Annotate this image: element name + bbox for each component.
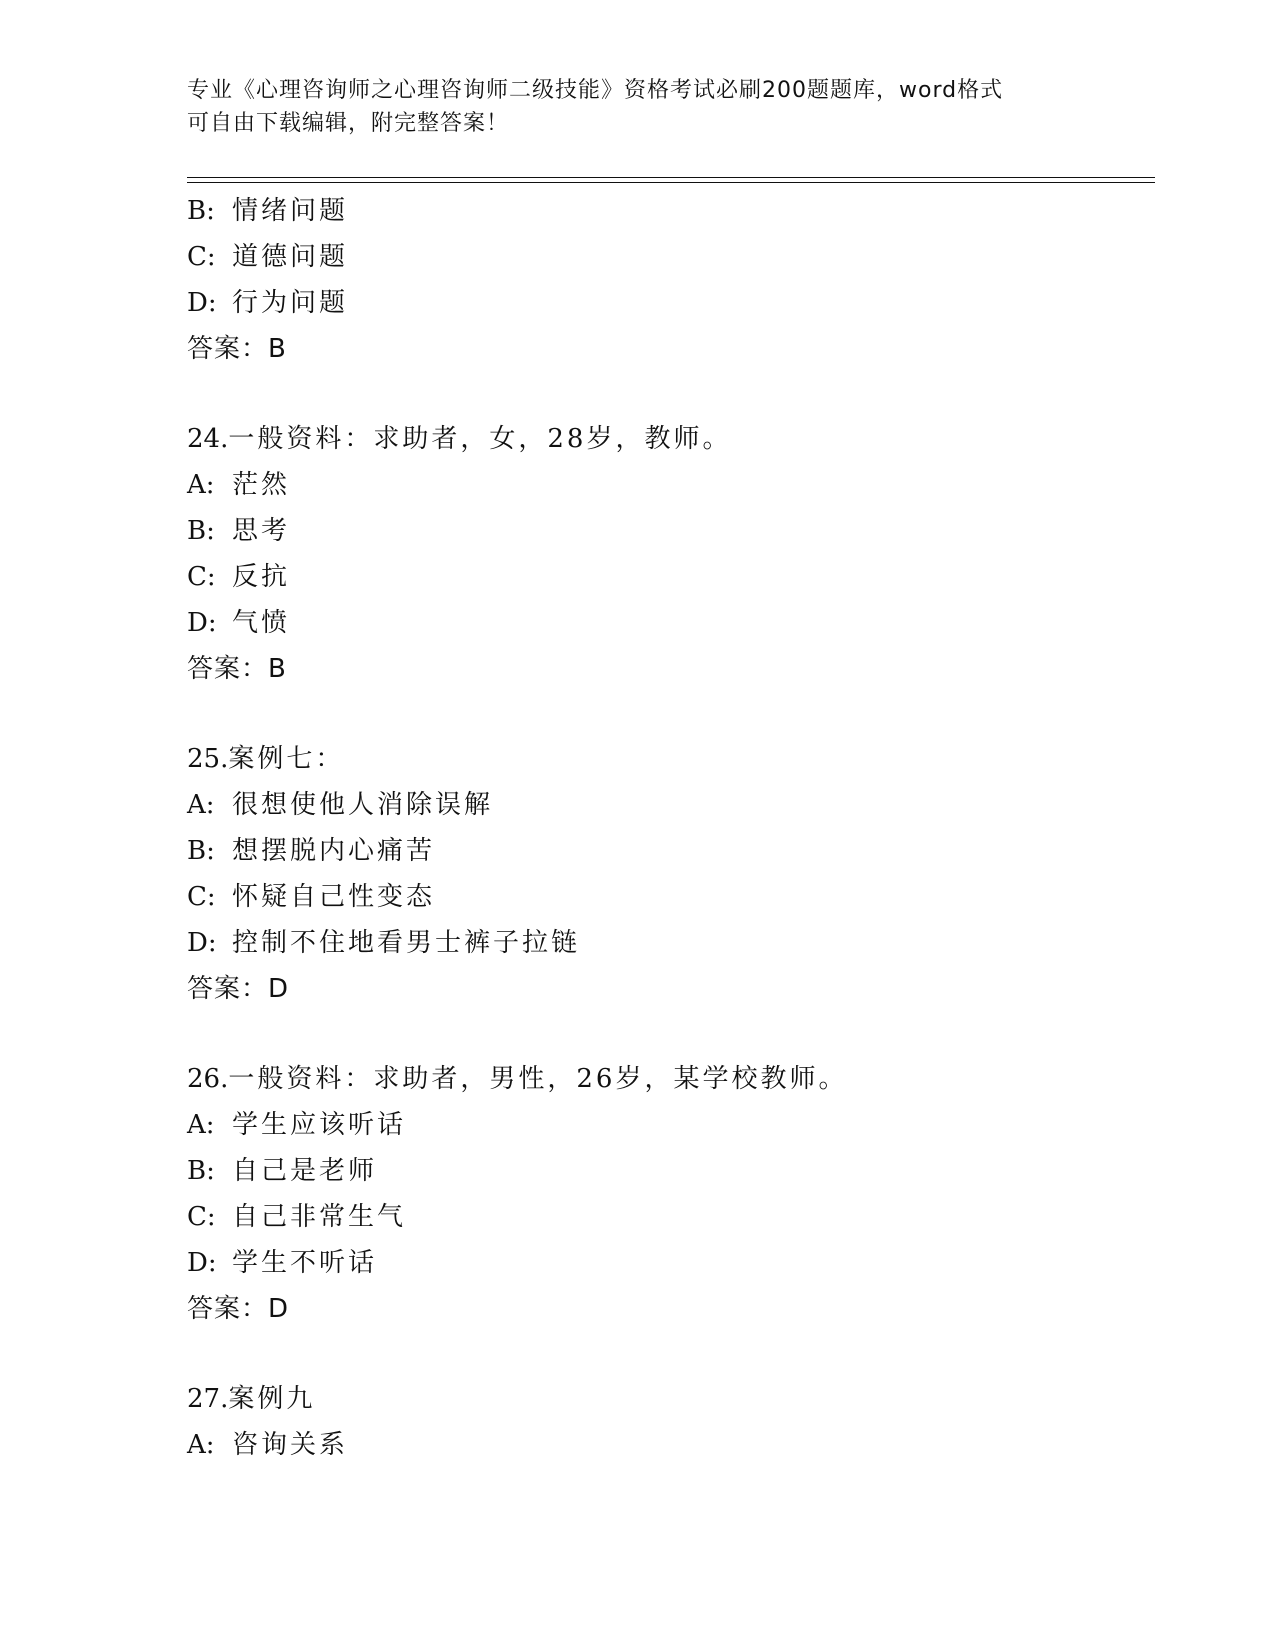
question-number: 27. — [187, 1384, 229, 1414]
question-26 — [187, 1056, 1147, 1332]
option-d — [187, 600, 1147, 646]
question-stem — [187, 416, 1147, 462]
spacer — [187, 1332, 1147, 1376]
document-header — [187, 74, 1087, 140]
option-letter: C: — [187, 562, 216, 592]
header-title-line-1: 专业《心理咨询师之心理咨询师二级技能》资格考试必刷200题题库，word格式 — [187, 78, 1004, 103]
option-text: 咨询关系 — [232, 1430, 349, 1460]
spacer — [187, 692, 1147, 736]
answer-line: 答案：D — [187, 1294, 290, 1324]
question-text: 一般资料：求助者，男性，26岁，某学校教师。 — [228, 1064, 848, 1094]
option-letter: B: — [187, 516, 215, 546]
question-24 — [187, 416, 1147, 692]
question-number: 26. — [187, 1064, 229, 1094]
option-letter: B: — [187, 196, 215, 226]
answer-line: 答案：B — [187, 654, 287, 684]
option-letter: D: — [187, 928, 217, 958]
header-divider-top — [187, 177, 1155, 178]
option-d — [187, 1240, 1147, 1286]
option-letter: D: — [187, 1248, 217, 1278]
question-text: 案例九 — [228, 1384, 316, 1414]
question-stem — [187, 736, 1147, 782]
option-text: 反抗 — [232, 562, 291, 592]
option-letter: D: — [187, 608, 217, 638]
option-text: 自己是老师 — [232, 1156, 378, 1186]
option-letter: A: — [187, 1430, 215, 1460]
option-b — [187, 1148, 1147, 1194]
header-title-line-2: 可自由下载编辑，附完整答案！ — [187, 111, 510, 136]
option-c — [187, 554, 1147, 600]
option-letter: C: — [187, 882, 216, 912]
option-text: 行为问题 — [232, 288, 349, 318]
option-text: 学生不听话 — [232, 1248, 378, 1278]
option-d — [187, 920, 1147, 966]
option-a — [187, 782, 1147, 828]
option-c — [187, 874, 1147, 920]
option-letter: A: — [187, 470, 215, 500]
question-text: 一般资料：求助者，女，28岁，教师。 — [228, 424, 732, 454]
question-text: 案例七： — [228, 744, 345, 774]
option-b — [187, 508, 1147, 554]
option-text: 很想使他人消除误解 — [232, 790, 494, 820]
option-letter: B: — [187, 1156, 215, 1186]
question-stem — [187, 1376, 1147, 1422]
option-b — [187, 828, 1147, 874]
answer-line: 答案：D — [187, 974, 290, 1004]
option-a — [187, 462, 1147, 508]
header-divider-bottom — [187, 182, 1155, 183]
option-text: 情绪问题 — [232, 196, 349, 226]
option-text: 自己非常生气 — [232, 1202, 407, 1232]
spacer — [187, 372, 1147, 416]
question-25 — [187, 736, 1147, 1012]
option-letter: A: — [187, 1110, 215, 1140]
question-number: 25. — [187, 744, 229, 774]
option-c — [187, 234, 1147, 280]
option-letter: A: — [187, 790, 215, 820]
spacer — [187, 1012, 1147, 1056]
question-list — [187, 188, 1147, 1468]
question-stem — [187, 1056, 1147, 1102]
option-text: 道德问题 — [232, 242, 349, 272]
option-c — [187, 1194, 1147, 1240]
option-text: 学生应该听话 — [232, 1110, 407, 1140]
option-text: 茫然 — [232, 470, 291, 500]
option-letter: C: — [187, 242, 216, 272]
question-23-continuation — [187, 188, 1147, 372]
option-a — [187, 1102, 1147, 1148]
option-text: 思考 — [232, 516, 291, 546]
question-number: 24. — [187, 424, 229, 454]
option-d — [187, 280, 1147, 326]
answer-line: 答案：B — [187, 334, 287, 364]
option-a — [187, 1422, 1147, 1468]
option-letter: C: — [187, 1202, 216, 1232]
option-text: 想摆脱内心痛苦 — [232, 836, 436, 866]
option-text: 控制不住地看男士裤子拉链 — [232, 928, 581, 958]
option-letter: B: — [187, 836, 215, 866]
option-text: 气愤 — [232, 608, 291, 638]
option-text: 怀疑自己性变态 — [232, 882, 436, 912]
question-27 — [187, 1376, 1147, 1468]
option-letter: D: — [187, 288, 217, 318]
option-b — [187, 188, 1147, 234]
